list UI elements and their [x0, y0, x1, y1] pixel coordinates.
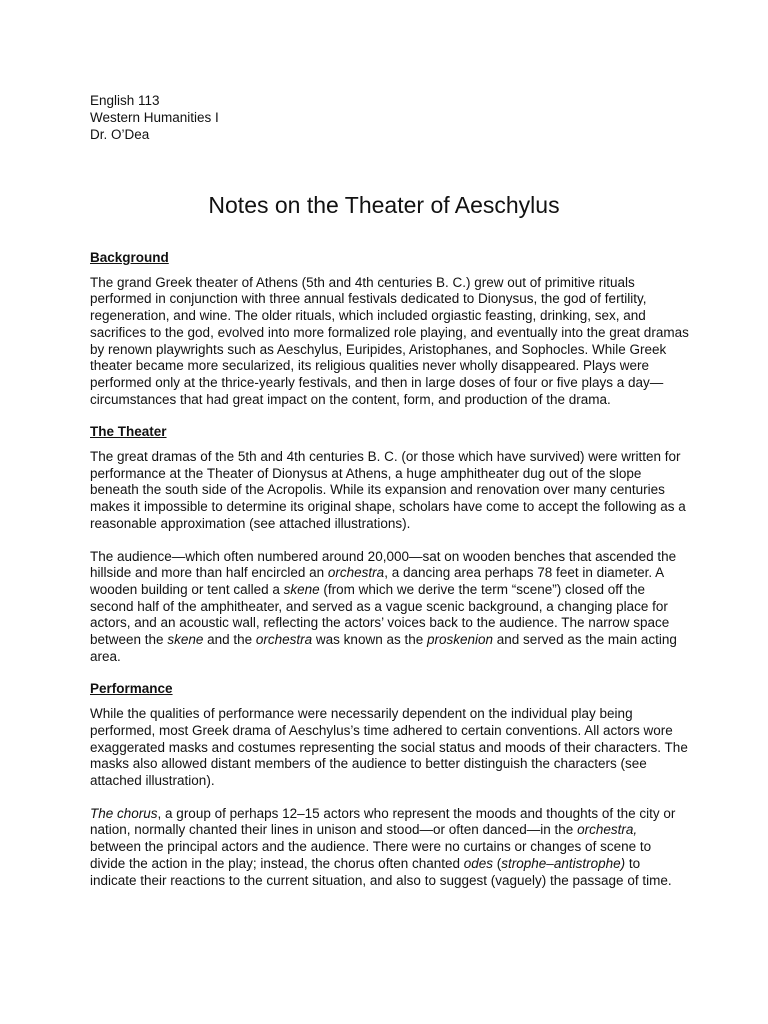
- performance-paragraph-1: While the qualities of performance were necessarily dependent on the individual play being performed, most Greek drama of Aeschylus’s time adhered to certain conventions. All actors wore exaggerated masks and costumes representing the social status and moods of their characters. The masks also allowed distant members of the audience to better distinguish the characters (see attached illustration).: [90, 706, 688, 788]
- term-orchestra: orchestra: [255, 632, 313, 648]
- text-run: to indicate their reactions to the current situation, and also to suggest (vaguely) the passage of time.: [90, 855, 672, 888]
- text-run: (from which we derive the term “scene”) closed off the second half of the amphitheater, and served as a vague scenic background, a changing place for actors, and an acoustic wall, reflecting the actors’ voices back to the audience. The narrow space between the: [90, 581, 670, 648]
- theater-paragraph-2: [90, 549, 690, 666]
- course-subject: Western Humanities I: [90, 110, 219, 125]
- document-body: [90, 250, 690, 905]
- text-run: was known as the: [312, 632, 427, 648]
- document-title: Notes on the Theater of Aeschylus: [208, 192, 560, 218]
- performance-paragraph-2: [90, 806, 690, 890]
- term-odes: odes: [463, 855, 494, 871]
- term-skene: skene: [283, 581, 320, 597]
- text-run: , a group of perhaps 12–15 actors who represent the moods and thoughts of the city or nation, normally chanted their lines in unison and stood—or often danced—in the: [90, 805, 676, 838]
- section-heading-theater: The Theater: [90, 424, 167, 440]
- theater-paragraph-1: The great dramas of the 5th and 4th centuries B. C. (or those which have survived) were written for performance at the Theater of Dionysus at Athens, a huge amphitheater dug out of the slope beneath the south side of the Acropolis. While its expansion and renovation over many centuries makes it impossible to determine its original shape, scholars have come to accept the following as a reasonable approximation (see attached illustrations).: [90, 449, 686, 531]
- section-background: [90, 250, 690, 408]
- text-run: and the: [203, 632, 256, 648]
- course-header: [90, 92, 219, 143]
- text-run: The audience—which often numbered around 20,000—sat on wooden benches that ascended the hillside and more than half encircled an: [90, 548, 677, 581]
- term-skene: skene: [167, 632, 204, 648]
- text-run: (: [493, 855, 502, 871]
- text-run: and served as the main acting area.: [90, 632, 677, 664]
- term-strophe-antistrophe: strophe–antistrophe): [501, 855, 626, 871]
- term-chorus: The chorus: [90, 805, 158, 821]
- background-paragraph: The grand Greek theater of Athens (5th and 4th centuries B. C.) grew out of primitive rituals performed in conjunction with three annual festivals dedicated to Dionysus, the god of fertility, regeneration, and wine. The older rituals, which included orgiastic feasting, drinking, sex, and sacrifices to the god, evolved into more formalized role playing, and eventually into the great dramas by renown playwrights such as Aeschylus, Euripides, Aristophanes, and Sophocles. While Greek theater became more secularized, its religious qualities never wholly disappeared. Plays were performed only at the thrice-yearly festivals, and then in large doses of four or five plays a day—circumstances that had great impact on the content, form, and production of the drama.: [90, 274, 689, 407]
- section-heading-performance: Performance: [90, 681, 173, 697]
- course-number: English 113: [90, 93, 160, 108]
- term-orchestra: orchestra,: [577, 822, 638, 838]
- section-theater: [90, 424, 690, 665]
- section-performance: [90, 681, 690, 889]
- text-run: between the principal actors and the audience. There were no curtains or changes of scene to divide the action in the play; instead, the chorus often chanted: [90, 839, 652, 871]
- section-heading-background: Background: [90, 250, 169, 265]
- text-run: , a dancing area perhaps 78 feet in diameter. A wooden building or tent called a: [90, 565, 664, 597]
- term-orchestra: orchestra: [327, 565, 385, 581]
- term-proskenion: proskenion: [426, 632, 494, 648]
- instructor-name: Dr. O’Dea: [90, 127, 150, 142]
